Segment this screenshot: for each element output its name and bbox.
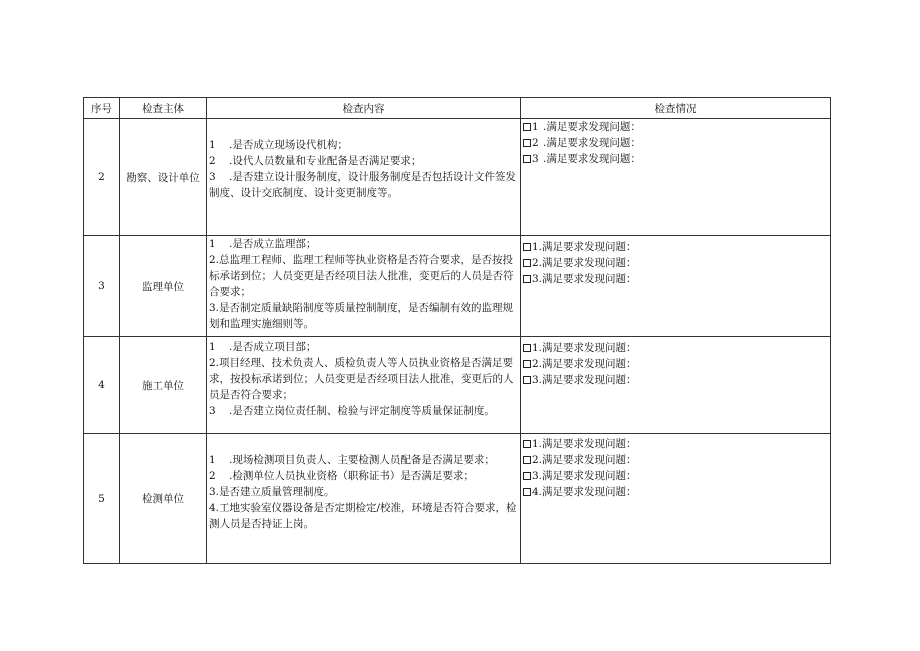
- status-item: 2.满足要求发现问题：: [523, 356, 828, 372]
- row-number: 4: [84, 337, 120, 434]
- content-item: 3.是否建立质量管理制度。: [209, 486, 335, 498]
- row-unit: 施工单位: [120, 337, 207, 434]
- row-content: [207, 119, 521, 236]
- row-content: [207, 236, 521, 337]
- content-item: 1 .现场检测项目负责人、主要检测人员配备是否满足要求；: [209, 454, 495, 466]
- row-unit: 监理单位: [120, 236, 207, 337]
- header-no: 序号: [84, 98, 120, 119]
- checkbox-icon[interactable]: [523, 456, 531, 464]
- row-number: 5: [84, 434, 120, 564]
- status-item: 1.满足要求发现问题：: [523, 239, 828, 255]
- table-row: [84, 434, 831, 564]
- row-status: [521, 119, 831, 236]
- status-item: 3 .满足要求发现问题：: [523, 151, 828, 167]
- row-number: 2: [84, 119, 120, 236]
- row-status: [521, 434, 831, 564]
- status-item: 1.满足要求发现问题：: [523, 436, 828, 452]
- table-row: [84, 337, 831, 434]
- status-item: 1.满足要求发现问题：: [523, 340, 828, 356]
- status-item: 3.满足要求发现问题：: [523, 468, 828, 484]
- content-item: 2 .设代人员数量和专业配备是否满足要求；: [209, 155, 422, 167]
- header-content: 检查内容: [207, 98, 521, 119]
- content-item: 2 .检测单位人员执业资格（职称证书）是否满足要求；: [209, 470, 474, 482]
- checkbox-icon[interactable]: [523, 376, 531, 384]
- checkbox-icon[interactable]: [523, 472, 531, 480]
- checkbox-icon[interactable]: [523, 155, 531, 163]
- row-number: 3: [84, 236, 120, 337]
- checkbox-icon[interactable]: [523, 440, 531, 448]
- row-unit: 勘察、设计单位: [120, 119, 207, 236]
- checkbox-icon[interactable]: [523, 259, 531, 267]
- table-row: [84, 119, 831, 236]
- content-item: 3 .是否建立岗位责任制、检验与评定制度等质量保证制度。: [209, 405, 495, 417]
- content-item: 3.是否制定质量缺陷制度等质量控制制度，是否编制有效的监理规划和监理实施细则等。: [209, 302, 514, 330]
- content-item: 3 .是否建立设计服务制度，设计服务制度是否包括设计文件签发制度、设计交底制度、设计变更制度等。: [209, 171, 516, 199]
- status-item: 2 .满足要求发现问题：: [523, 135, 828, 151]
- checkbox-icon[interactable]: [523, 275, 531, 283]
- checkbox-icon[interactable]: [523, 344, 531, 352]
- row-content: [207, 337, 521, 434]
- content-item: 1 .是否成立现场设代机构；: [209, 139, 348, 151]
- content-item: 1 .是否成立监理部；: [209, 238, 317, 250]
- header-unit: 检查主体: [120, 98, 207, 119]
- checkbox-icon[interactable]: [523, 123, 531, 131]
- table-header-row: [84, 98, 831, 119]
- content-item: 4.工地实验室仪器设备是否定期检定/校准，环境是否符合要求，检测人员是否持证上岗。: [209, 502, 517, 530]
- content-item: 2.总监理工程师、监理工程师等执业资格是否符合要求，是否按投标承诺到位；人员变更是否经项目法人批准，变更后的人员是否符合要求；: [209, 254, 514, 298]
- status-item: 2.满足要求发现问题：: [523, 255, 828, 271]
- content-item: 2.项目经理、技术负责人、质检负责人等人员执业资格是否满足要求，按投标承诺到位；人员变更是否经项目法人批准，变更后的人员是否符合要求；: [209, 357, 514, 401]
- table-row: [84, 236, 831, 337]
- status-item: 3.满足要求发现问题：: [523, 271, 828, 287]
- content-item: 1 .是否成立项目部；: [209, 341, 317, 353]
- header-status: 检查情况: [521, 98, 831, 119]
- status-item: 1 .满足要求发现问题：: [523, 119, 828, 135]
- row-status: [521, 236, 831, 337]
- checkbox-icon[interactable]: [523, 243, 531, 251]
- checkbox-icon[interactable]: [523, 488, 531, 496]
- checkbox-icon[interactable]: [523, 139, 531, 147]
- row-unit: 检测单位: [120, 434, 207, 564]
- status-item: 2.满足要求发现问题：: [523, 452, 828, 468]
- row-content: [207, 434, 521, 564]
- inspection-table: [83, 97, 831, 564]
- row-status: [521, 337, 831, 434]
- status-item: 4.满足要求发现问题：: [523, 484, 828, 500]
- status-item: 3.满足要求发现问题：: [523, 372, 828, 388]
- checkbox-icon[interactable]: [523, 360, 531, 368]
